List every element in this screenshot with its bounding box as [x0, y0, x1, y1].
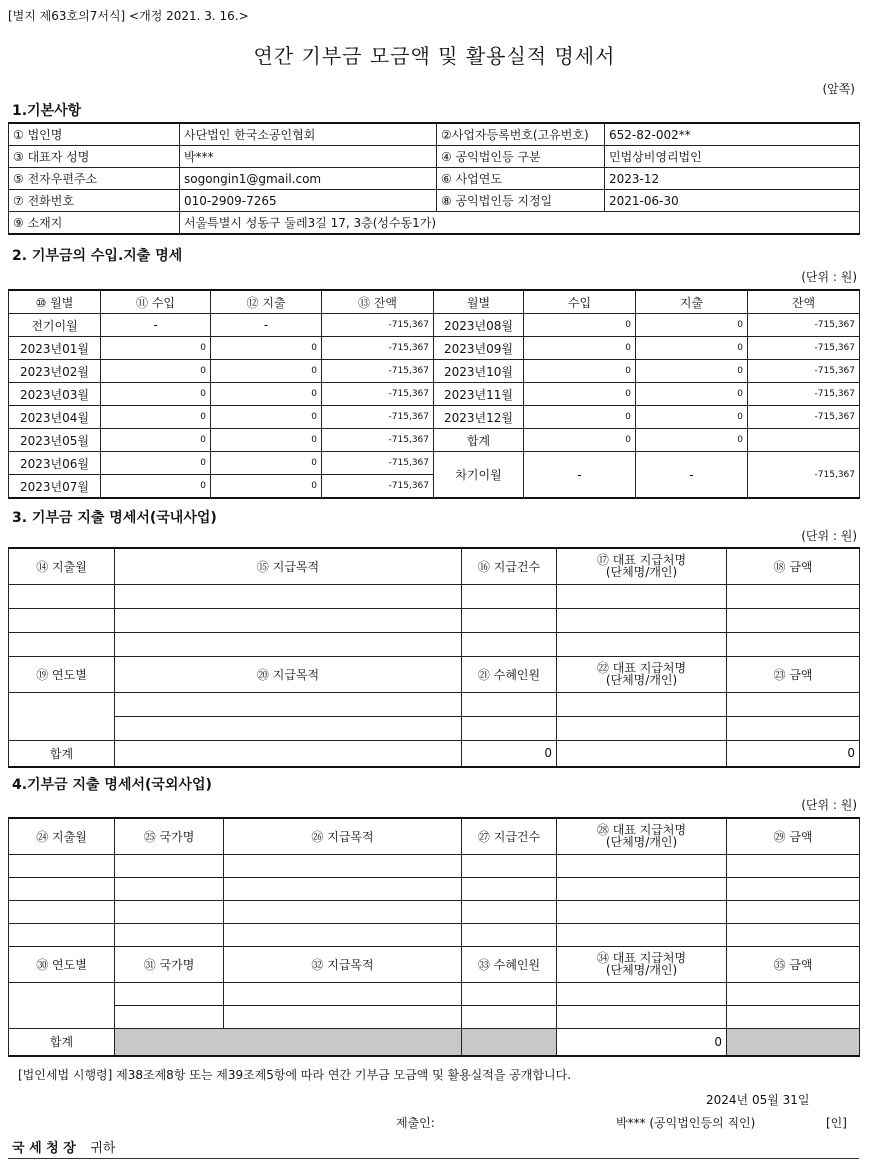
income-cell: 0: [101, 337, 211, 360]
field-label: ⑧ 공익법인등 지정일: [437, 190, 605, 212]
table-row: [9, 190, 860, 212]
empty-cell: [462, 923, 557, 946]
field-label: ⑤ 전자우편주소: [9, 168, 180, 190]
header-line: (단체명/개인): [605, 673, 678, 687]
balance-cell: -715,367: [748, 383, 860, 406]
empty-cell: [557, 692, 727, 716]
balance-cell: -715,367: [322, 337, 434, 360]
table-row: [9, 716, 860, 740]
month-cell: 2023년03월: [9, 383, 101, 406]
empty-cell: [9, 854, 115, 877]
shaded-cell: [115, 1028, 462, 1056]
table-row: [9, 740, 860, 767]
foreign-unit: (단위 : 원): [801, 798, 857, 812]
expense-cell: 0: [636, 314, 748, 337]
domestic-unit: (단위 : 원): [801, 529, 857, 543]
expense-cell: 0: [636, 337, 748, 360]
income-cell: 0: [101, 452, 211, 475]
header-line: ㉒ 대표 지급처명: [596, 661, 687, 675]
empty-cell: [557, 740, 727, 767]
table-row: [9, 123, 860, 146]
table-row: [9, 290, 860, 314]
month-cell: 2023년11월: [434, 383, 524, 406]
empty-cell: [557, 854, 727, 877]
table-row: [9, 337, 860, 360]
table-row: [9, 548, 860, 584]
empty-cell: [727, 877, 860, 900]
expense-cell: 0: [636, 429, 748, 452]
income-cell: 0: [524, 337, 636, 360]
empty-cell: [9, 877, 115, 900]
balance-cell: [748, 429, 860, 452]
expense-cell: 0: [211, 429, 322, 452]
total-amount: 0: [727, 740, 860, 767]
column-header: [557, 818, 727, 854]
empty-cell: [557, 1005, 727, 1028]
empty-cell: [727, 923, 860, 946]
empty-cell: [727, 1005, 860, 1028]
empty-cell: [557, 716, 727, 740]
empty-cell: [115, 692, 462, 716]
empty-cell: [557, 877, 727, 900]
field-value: 2021-06-30: [605, 190, 860, 212]
empty-cell: [727, 692, 860, 716]
empty-cell: [224, 877, 462, 900]
field-label: ③ 대표자 성명: [9, 146, 180, 168]
empty-cell: [727, 608, 860, 632]
section-domestic-title: 3. 기부금 지출 명세서(국내사업): [12, 510, 217, 526]
month-cell: 2023년04월: [9, 406, 101, 429]
field-label: ⑨ 소재지: [9, 212, 180, 235]
empty-cell: [115, 900, 224, 923]
empty-cell: [557, 900, 727, 923]
empty-cell: [557, 982, 727, 1005]
page-title: 연간 기부금 모금액 및 활용실적 명세서: [253, 44, 616, 68]
empty-cell: [462, 900, 557, 923]
column-header: ㉕ 국가명: [115, 818, 224, 854]
column-header: 수입: [524, 290, 636, 314]
column-header: ㉙ 금액: [727, 818, 860, 854]
empty-cell: [115, 632, 462, 656]
recipient: [12, 1137, 115, 1156]
table-row: [9, 584, 860, 608]
expense-cell: 0: [211, 475, 322, 499]
table-row: [9, 452, 860, 475]
domestic-table: [8, 547, 860, 768]
empty-cell: [224, 982, 462, 1005]
column-header: ⑩ 월별: [9, 290, 101, 314]
empty-cell: [115, 740, 462, 767]
expense-cell: 0: [636, 406, 748, 429]
income-cell: 0: [524, 406, 636, 429]
empty-cell: [9, 982, 115, 1028]
empty-cell: [115, 854, 224, 877]
empty-cell: [9, 632, 115, 656]
field-value: 사단법인 한국소공인협회: [180, 123, 437, 146]
flow-table: [8, 289, 860, 499]
income-cell: 0: [101, 360, 211, 383]
column-header: ⑯ 지급건수: [462, 548, 557, 584]
balance-cell: -715,367: [748, 337, 860, 360]
column-header: ⑳ 지급목적: [115, 656, 462, 692]
field-label: ②사업자등록번호(고유번호): [437, 123, 605, 146]
table-row: [9, 632, 860, 656]
table-row: [9, 1028, 860, 1056]
empty-cell: [115, 1005, 224, 1028]
shaded-cell: [727, 1028, 860, 1056]
balance-cell: -715,367: [748, 314, 860, 337]
empty-cell: [462, 632, 557, 656]
income-cell: 0: [524, 360, 636, 383]
column-header: [557, 946, 727, 982]
balance-cell: -715,367: [322, 475, 434, 499]
column-header: ㉖ 지급목적: [224, 818, 462, 854]
recipient-name: 국 세 청 장: [12, 1141, 76, 1156]
column-header: ㉛ 국가명: [115, 946, 224, 982]
submission-date: 2024년 05월 31일: [706, 1093, 810, 1107]
empty-cell: [462, 584, 557, 608]
table-row: [9, 818, 860, 854]
header-line: (단체명/개인): [605, 963, 678, 977]
table-row: [9, 360, 860, 383]
column-header: ㉜ 지급목적: [224, 946, 462, 982]
empty-cell: [557, 584, 727, 608]
month-cell: 합계: [434, 429, 524, 452]
total-label: 합계: [9, 740, 115, 767]
column-header: 월별: [434, 290, 524, 314]
table-row: [9, 168, 860, 190]
column-header: ㉚ 연도별: [9, 946, 115, 982]
field-label: ④ 공익법인등 구분: [437, 146, 605, 168]
month-cell: 2023년10월: [434, 360, 524, 383]
recipient-suffix: 귀하: [90, 1141, 116, 1156]
income-cell: 0: [101, 383, 211, 406]
field-value: 2023-12: [605, 168, 860, 190]
income-cell: 0: [524, 383, 636, 406]
income-cell: -: [101, 314, 211, 337]
empty-cell: [224, 1005, 462, 1028]
field-label: ⑥ 사업연도: [437, 168, 605, 190]
balance-cell: -715,367: [748, 406, 860, 429]
table-row: [9, 429, 860, 452]
expense-cell: 0: [211, 337, 322, 360]
table-row: [9, 877, 860, 900]
empty-cell: [462, 608, 557, 632]
header-line: ⑰ 대표 지급처명: [596, 553, 687, 568]
table-row: [9, 854, 860, 877]
empty-cell: [115, 584, 462, 608]
bottom-rule: [8, 1158, 859, 1159]
empty-cell: [727, 632, 860, 656]
address-value: 서울특별시 성동구 둘레3길 17, 3층(성수동1가): [180, 212, 860, 235]
legal-note: [법인세법 시행령] 제38조제8항 또는 제39조제5항에 따라 연간 기부금 모금액 및 활용실적을 공개합니다.: [18, 1068, 572, 1082]
month-cell: 전기이월: [9, 314, 101, 337]
section-flow-title: 2. 기부금의 수입.지출 명세: [12, 248, 183, 264]
column-header: 잔액: [748, 290, 860, 314]
expense-cell: 0: [211, 360, 322, 383]
table-row: [9, 982, 860, 1005]
empty-cell: [557, 632, 727, 656]
empty-cell: [727, 716, 860, 740]
table-row: [9, 923, 860, 946]
section-basic-title: 1.기본사항: [12, 103, 82, 119]
total-label: 합계: [9, 1028, 115, 1056]
header-line: ㉘ 대표 지급처명: [596, 823, 687, 838]
month-cell: 2023년12월: [434, 406, 524, 429]
income-cell: 0: [524, 314, 636, 337]
empty-cell: [462, 1005, 557, 1028]
column-header: ㉔ 지출월: [9, 818, 115, 854]
column-header: ㉟ 금액: [727, 946, 860, 982]
month-cell: 2023년05월: [9, 429, 101, 452]
expense-cell: 0: [211, 452, 322, 475]
empty-cell: [462, 877, 557, 900]
income-cell: 0: [524, 429, 636, 452]
empty-cell: [462, 854, 557, 877]
empty-cell: [224, 854, 462, 877]
field-label: ① 법인명: [9, 123, 180, 146]
empty-cell: [557, 608, 727, 632]
column-header: ⑱ 금액: [727, 548, 860, 584]
balance-cell: -715,367: [322, 314, 434, 337]
expense-cell: 0: [211, 383, 322, 406]
income-cell: -: [524, 452, 636, 499]
month-cell: 2023년01월: [9, 337, 101, 360]
field-label: ⑦ 전화번호: [9, 190, 180, 212]
total-count: 0: [462, 740, 557, 767]
empty-cell: [9, 923, 115, 946]
header-line: (단체명/개인): [605, 835, 678, 850]
column-header: [557, 548, 727, 584]
expense-cell: -: [636, 452, 748, 499]
empty-cell: [115, 923, 224, 946]
foreign-table: [8, 817, 860, 1057]
form-id: [별지 제63호의7서식] <개정 2021. 3. 16.>: [8, 9, 249, 23]
balance-cell: -715,367: [322, 406, 434, 429]
table-row: [9, 146, 860, 168]
empty-cell: [727, 982, 860, 1005]
balance-cell: -715,367: [748, 360, 860, 383]
field-value: sogongin1@gmail.com: [180, 168, 437, 190]
table-row: [9, 383, 860, 406]
table-row: [9, 1005, 860, 1028]
total-count: 0: [557, 1028, 727, 1056]
balance-cell: -715,367: [322, 383, 434, 406]
column-header: ⑪ 수입: [101, 290, 211, 314]
month-cell: 차기이월: [434, 452, 524, 499]
column-header: ⑭ 지출월: [9, 548, 115, 584]
empty-cell: [557, 923, 727, 946]
field-value: 652-82-002**: [605, 123, 860, 146]
empty-cell: [727, 854, 860, 877]
table-row: [9, 946, 860, 982]
flow-unit: (단위 : 원): [801, 270, 857, 284]
table-row: [9, 692, 860, 716]
empty-cell: [9, 900, 115, 923]
empty-cell: [9, 584, 115, 608]
table-row: [9, 406, 860, 429]
table-row: [9, 900, 860, 923]
front-side-label: (앞쪽): [822, 82, 855, 96]
empty-cell: [115, 982, 224, 1005]
expense-cell: 0: [211, 406, 322, 429]
balance-cell: -715,367: [322, 452, 434, 475]
table-row: [9, 314, 860, 337]
month-cell: 2023년07월: [9, 475, 101, 499]
empty-cell: [727, 900, 860, 923]
expense-cell: 0: [636, 360, 748, 383]
balance-cell: -715,367: [322, 429, 434, 452]
column-header: ⑫ 지출: [211, 290, 322, 314]
expense-cell: -: [211, 314, 322, 337]
table-row: [9, 656, 860, 692]
month-cell: 2023년08월: [434, 314, 524, 337]
balance-cell: -715,367: [322, 360, 434, 383]
column-header: ㉓ 금액: [727, 656, 860, 692]
seal-mark: [인]: [826, 1116, 847, 1130]
column-header: [557, 656, 727, 692]
empty-cell: [9, 692, 115, 740]
header-line: ㉞ 대표 지급처명: [596, 951, 687, 965]
empty-cell: [462, 716, 557, 740]
month-cell: 2023년06월: [9, 452, 101, 475]
empty-cell: [115, 608, 462, 632]
income-cell: 0: [101, 475, 211, 499]
submitter-label: 제출인:: [396, 1116, 435, 1130]
column-header: ㉝ 수혜인원: [462, 946, 557, 982]
field-value: 박***: [180, 146, 437, 168]
month-cell: 2023년09월: [434, 337, 524, 360]
field-value: 010-2909-7265: [180, 190, 437, 212]
column-header: 지출: [636, 290, 748, 314]
column-header: ⑮ 지급목적: [115, 548, 462, 584]
header-line: (단체명/개인): [605, 565, 678, 580]
table-row: [9, 608, 860, 632]
empty-cell: [224, 923, 462, 946]
balance-cell: -715,367: [748, 452, 860, 499]
income-cell: 0: [101, 429, 211, 452]
expense-cell: 0: [636, 383, 748, 406]
basic-info-table: [8, 122, 860, 235]
column-header: ㉗ 지급건수: [462, 818, 557, 854]
empty-cell: [727, 584, 860, 608]
empty-cell: [462, 692, 557, 716]
empty-cell: [224, 900, 462, 923]
shaded-cell: [462, 1028, 557, 1056]
column-header: ⑬ 잔액: [322, 290, 434, 314]
column-header: ㉑ 수혜인원: [462, 656, 557, 692]
submitter-name: 박*** (공익법인등의 직인): [616, 1116, 756, 1130]
table-row: [9, 212, 860, 235]
column-header: ⑲ 연도별: [9, 656, 115, 692]
empty-cell: [9, 608, 115, 632]
empty-cell: [462, 982, 557, 1005]
section-foreign-title: 4.기부금 지출 명세서(국외사업): [12, 777, 212, 793]
empty-cell: [115, 877, 224, 900]
empty-cell: [115, 716, 462, 740]
field-value: 민법상비영리법인: [605, 146, 860, 168]
month-cell: 2023년02월: [9, 360, 101, 383]
income-cell: 0: [101, 406, 211, 429]
